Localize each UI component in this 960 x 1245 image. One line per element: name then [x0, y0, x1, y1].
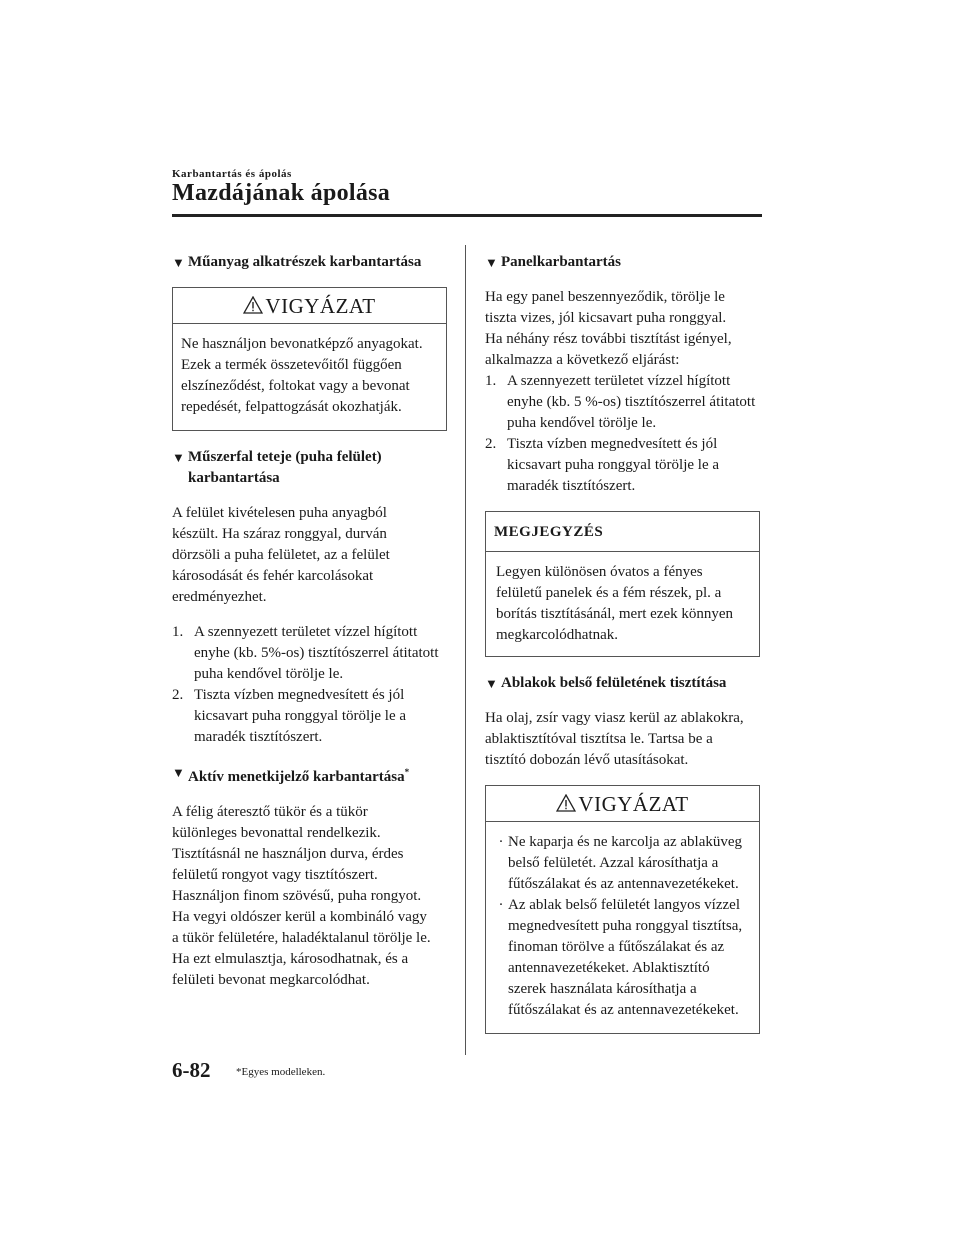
list-item: · Ne kaparja és ne karcolja az ablaküveg belső felületét. Azzal károsíthatja a fűtőszálakat és az antennavezetékeket. [494, 832, 751, 895]
bullet-dot-icon: · [498, 897, 504, 913]
paragraph: Ha olaj, zsír vagy viasz kerül az ablakokra, ablaktisztítóval tisztítsa le. Tartsa be a tisztító dobozán lévő utasításokat. [485, 710, 744, 768]
step-list [172, 622, 447, 748]
caution-header: VIGYÁZAT [173, 288, 446, 324]
caution-text [486, 822, 759, 1033]
right-column [485, 252, 760, 1050]
list-item: 1. A szennyezett területet vízzel hígított enyhe (kb. 5%-os) tisztítószerrel átitatott puha kendővel törölje le. [172, 624, 439, 682]
triangle-bullet-icon: ▼ [172, 255, 185, 270]
bullet-list [494, 832, 751, 1021]
left-column [172, 252, 447, 1005]
list-item: 2. Tiszta vízben megnedvesített és jól kicsavart puha ronggyal törölje le a maradék tisztítószert. [485, 436, 720, 494]
triangle-bullet-icon: ▼ [172, 450, 185, 465]
section-heading-plastic: ▼ Műanyag alkatrészek karbantartása [172, 252, 447, 273]
caution-text: Ne használjon bevonatképző anyagokat. Ezek a termék összetevőitől függően elszíneződést, foltokat vagy a bevonat repedését, felpattogzását okozhatják. [181, 336, 423, 415]
note-box [485, 511, 760, 657]
caution-box [172, 287, 447, 431]
title-rule [172, 214, 762, 217]
warning-triangle-icon [243, 296, 263, 314]
caution-box [485, 785, 760, 1034]
paragraph: A felület kivételesen puha anyagból készült. Ha száraz ronggyal, durván dörzsöli a puha felületet, az a felület károsodását és fehér karcolásokat eredményezhet. [172, 505, 390, 605]
section-heading-windows: ▼ Ablakok belső felületének tisztítása [485, 673, 760, 694]
bullet-dot-icon: · [498, 834, 504, 850]
triangle-bullet-icon: ▼ [485, 676, 498, 691]
step-list [485, 371, 760, 497]
caution-header: VIGYÁZAT [486, 786, 759, 822]
triangle-bullet-icon: ▼ [485, 255, 498, 270]
paragraph: Ha egy panel beszennyeződik, törölje le tiszta vizes, jól kicsavart puha ronggyal. Ha néhány rész további tisztítást igényel, alkalmazza a következő eljárást: [485, 289, 732, 368]
warning-triangle-icon [556, 794, 576, 812]
column-divider [465, 245, 466, 1055]
section-heading-hud: ▼ Aktív menetkijelző karbantartása* [172, 762, 447, 788]
paragraph: A félig áteresztő tükör és a tükör különleges bevonattal rendelkezik. Tisztításnál ne használjon durva, érdes felületű rongyot vagy tisztítószert. Használjon finom szövésű, puha rongyot. Ha vegyi oldószer kerül a kombináló vagy a tükör felületére, haladéktalanul törölje le. Ha ezt elmulasztja, károsodhatnak, és a felületi bevonat megkarcolódhat. [172, 804, 431, 988]
triangle-bullet-icon: ▼ [172, 765, 185, 780]
page-number: 6-82 [172, 1058, 211, 1082]
section-heading-dashboard: ▼ Műszerfal teteje (puha felület) karbantartása [172, 447, 447, 489]
section-label: Karbantartás és ápolás [172, 168, 292, 180]
note-text: Legyen különösen óvatos a fényes felületű panelek és a fém részek, pl. a borítás tisztításánál, mert ezek könnyen megkarcolódhatnak. [496, 564, 734, 643]
section-heading-panel: ▼ Panelkarbantartás [485, 252, 760, 273]
list-item: · Az ablak belső felületét langyos vízzel megnedvesített puha ronggyal tisztítsa, finoman törölve a fűtőszálakat és az antennavezetékeket. Ablaktisztító szerek használata károsíthatja a fűtőszálakat és az antennavezetékeket. [494, 895, 751, 1021]
note-header: MEGJEGYZÉS [486, 512, 759, 552]
page-title: Mazdájának ápolása [172, 180, 391, 206]
list-item: 2. Tiszta vízben megnedvesített és jól kicsavart puha ronggyal törölje le a maradék tisztítószert. [172, 687, 407, 745]
list-item: 1. A szennyezett területet vízzel hígított enyhe (kb. 5 %-os) tisztítószerrel átitatott puha kendővel törölje le. [485, 373, 756, 431]
footnote: *Egyes modelleken. [236, 1066, 326, 1078]
